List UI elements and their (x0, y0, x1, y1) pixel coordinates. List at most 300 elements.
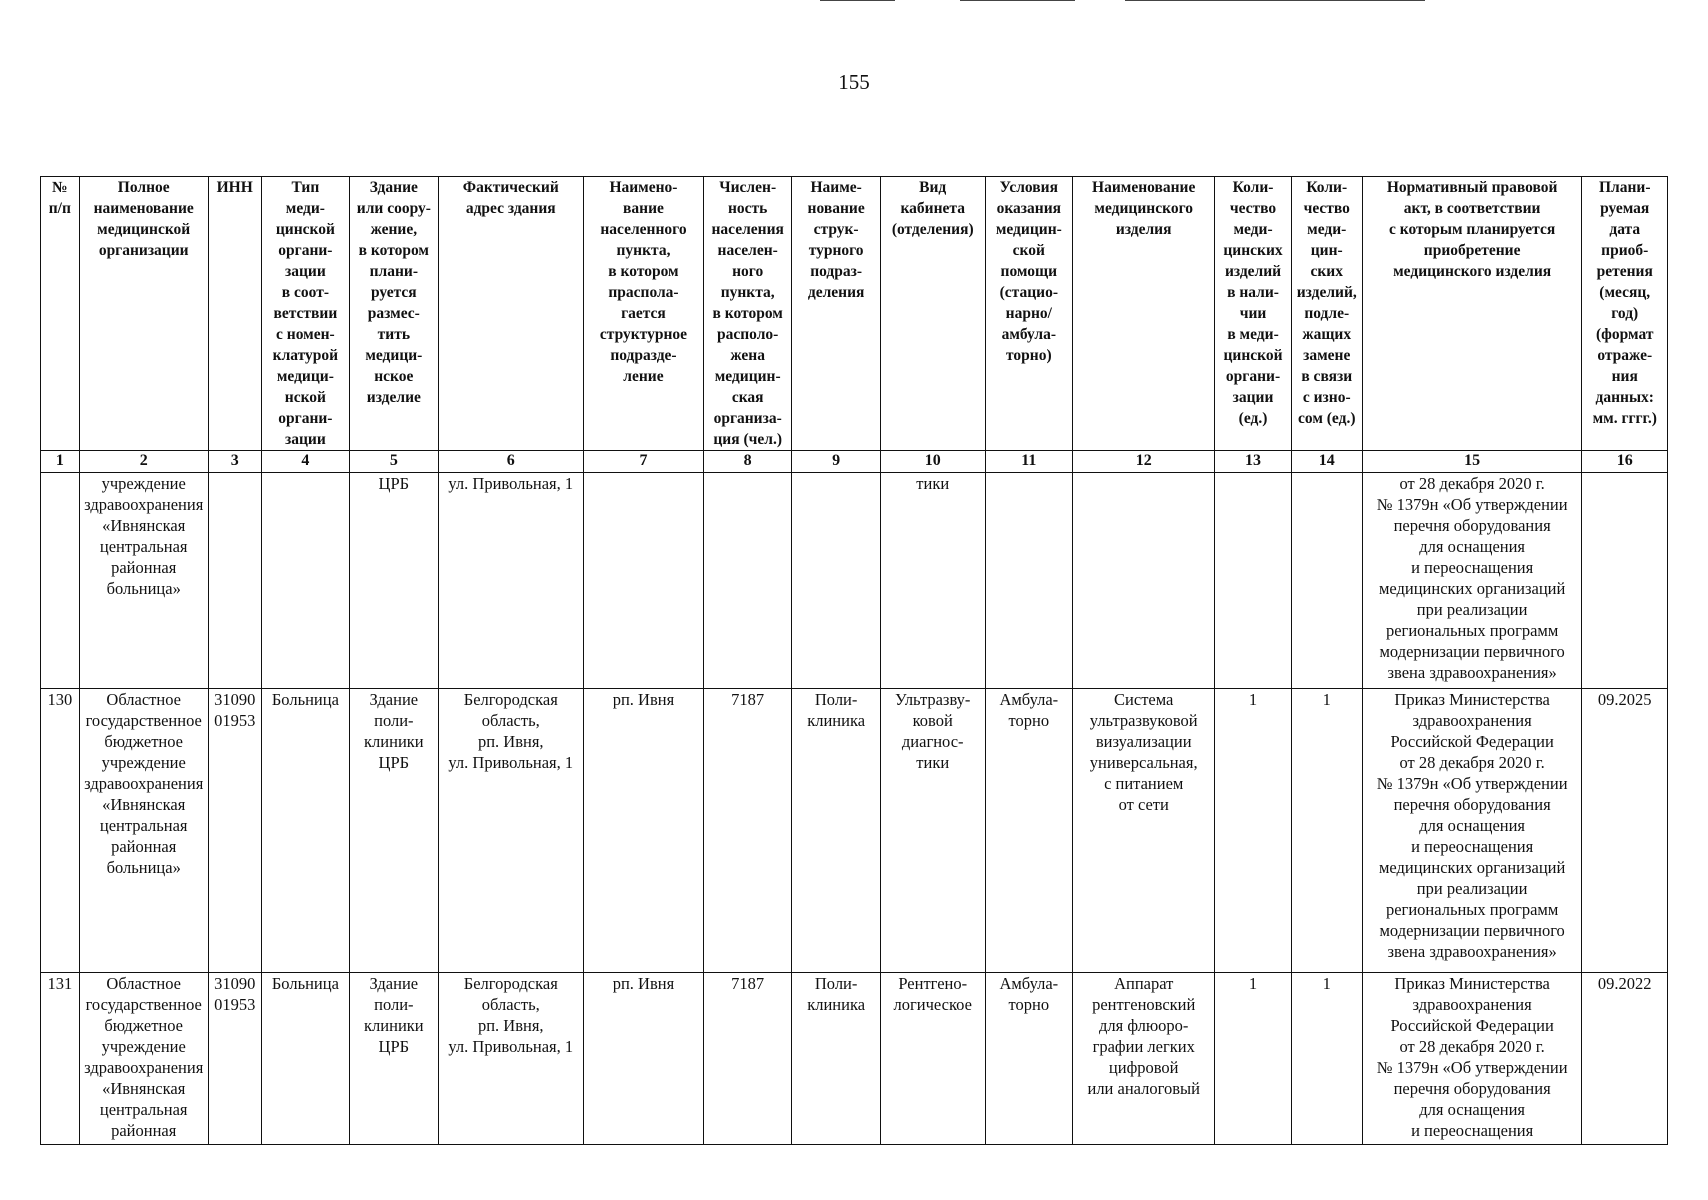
cell-line: структурное (599, 326, 688, 343)
cell-line: турного (808, 242, 864, 259)
cell-line: в соот- (281, 284, 329, 301)
cell-line: данных: (1595, 389, 1654, 406)
cell-line: учреждение (101, 474, 186, 493)
cell-line: область, (481, 995, 540, 1014)
header-subdivision (792, 177, 880, 451)
cell-line: медицинских организаций (1378, 579, 1566, 598)
column-number: 12 (1073, 451, 1215, 473)
cell-line: перечня оборудования (1393, 516, 1551, 535)
cell-line: праспола- (608, 284, 679, 301)
cell-line: диагнос- (901, 732, 964, 751)
cell-line: Условия (999, 179, 1058, 196)
cell-care-conditions (985, 473, 1072, 689)
cell-line: № (52, 179, 68, 196)
cell-line: располо- (717, 326, 779, 343)
header-care-conditions (985, 177, 1072, 451)
page-number: 155 (838, 70, 870, 94)
cell-line: нское (374, 368, 414, 385)
cell-line: чество (1303, 200, 1350, 217)
cell-line: здравоохранения (84, 495, 204, 514)
cell-line: Больница (271, 690, 339, 709)
cell-line: ультразвуковой (1089, 711, 1198, 730)
cell-line: нской (284, 389, 326, 406)
cell-line: изделие (366, 389, 421, 406)
cell-building (350, 473, 438, 689)
equipment-table (40, 176, 1668, 1145)
column-number: 7 (583, 451, 703, 473)
cell-line: цинских (1223, 242, 1283, 259)
cell-line: звена здравоохранения» (1387, 663, 1557, 682)
cell-line: оказания (996, 200, 1062, 217)
cell-line: универсальная, (1089, 753, 1198, 772)
cell-line: Вид (919, 179, 947, 196)
cell-building (350, 689, 438, 973)
cell-org-name (79, 473, 208, 689)
cell-line: Коли- (1306, 179, 1348, 196)
cell-qty-available (1215, 973, 1291, 1145)
cell-line: ул. Привольная, 1 (448, 1037, 574, 1056)
cell-line: медици- (276, 368, 334, 385)
cell-population (703, 689, 791, 973)
top-rule-right (1125, 0, 1425, 1)
cell-line: (отделения) (891, 221, 974, 238)
cell-line: здравоохранения (1412, 711, 1532, 730)
cell-line: Областное (106, 690, 182, 709)
cell-line: здравоохранения (84, 1058, 204, 1077)
cell-line: кабинета (900, 200, 965, 217)
column-number: 8 (703, 451, 791, 473)
cell-line: № 1379н «Об утверждении (1376, 495, 1568, 514)
cell-line: цинской (1223, 347, 1283, 364)
cell-line: рп. Ивня (612, 690, 675, 709)
table-row (41, 689, 1668, 973)
cell-number (41, 473, 80, 689)
cell-line: с изно- (1302, 389, 1351, 406)
cell-line: меди- (1233, 221, 1273, 238)
cell-line: поли- (374, 995, 414, 1014)
cell-line: больница» (106, 858, 181, 877)
column-number: 1 (41, 451, 80, 473)
cell-line: № 1379н «Об утверждении (1376, 774, 1568, 793)
cell-line: ЦРБ (378, 1037, 410, 1056)
cell-line: Наимено- (609, 179, 678, 196)
cell-line: адрес здания (465, 200, 556, 217)
column-number: 3 (208, 451, 261, 473)
cell-line: помощи (1000, 263, 1058, 280)
cell-line: районная (111, 837, 177, 856)
cell-line: клиника (807, 995, 866, 1014)
cell-line: (ед.) (1238, 410, 1268, 427)
cell-device-name (1073, 973, 1215, 1145)
cell-line: гается (621, 305, 666, 322)
header-number (41, 177, 80, 451)
cell-line: медицинского изделия (1393, 263, 1552, 280)
cell-qty-available (1215, 689, 1291, 973)
cell-line: 130 (47, 690, 73, 709)
cell-line: для оснащения (1419, 1100, 1526, 1119)
cell-line: органи- (278, 242, 333, 259)
cell-line: с номен- (276, 326, 335, 343)
cell-care-conditions (985, 689, 1072, 973)
cell-legal-act (1362, 973, 1582, 1145)
cell-settlement (583, 973, 703, 1145)
column-number: 15 (1362, 451, 1582, 473)
cell-line: ция (чел.) (713, 431, 782, 448)
cell-line: или аналоговый (1087, 1079, 1200, 1098)
header-cabinet-type (880, 177, 985, 451)
cell-line: звена здравоохранения» (1387, 942, 1557, 961)
header-legal-act (1362, 177, 1582, 451)
cell-line: от сети (1118, 795, 1169, 814)
cell-population (703, 973, 791, 1145)
cell-org-type (261, 689, 349, 973)
cell-line: ИНН (216, 179, 253, 196)
cell-line: жена (730, 347, 765, 364)
cell-line: нарно/ (1005, 305, 1052, 322)
cell-line: Амбула- (999, 690, 1059, 709)
cell-line: изделий, (1296, 284, 1357, 301)
cell-line: амбула- (1001, 326, 1057, 343)
column-number: 6 (438, 451, 583, 473)
cell-line: зации (284, 263, 326, 280)
cell-number (41, 689, 80, 973)
cell-line: Здание (369, 690, 419, 709)
cell-line: Российской Федерации (1390, 1016, 1554, 1035)
header-address (438, 177, 583, 451)
cell-line: с питанием (1104, 774, 1184, 793)
cell-line: рп. Ивня, (477, 1016, 544, 1035)
cell-line: больница» (106, 579, 181, 598)
cell-line: учреждение (101, 1037, 186, 1056)
cell-line: от 28 декабря 2020 г. (1399, 474, 1545, 493)
cell-line: Поли- (814, 974, 858, 993)
cell-line: Рентгено- (898, 974, 968, 993)
cell-line: Амбула- (999, 974, 1059, 993)
column-number: 13 (1215, 451, 1291, 473)
cell-line: районная (111, 1121, 177, 1140)
cell-line: визуализации (1095, 732, 1192, 751)
cell-line: ская (731, 389, 764, 406)
cell-line: и переоснащения (1411, 837, 1534, 856)
cell-line: 31090 (214, 690, 256, 709)
header-org-type (261, 177, 349, 451)
cell-line: для флюоро- (1098, 1016, 1189, 1035)
cell-line: плани- (369, 263, 419, 280)
column-number: 11 (985, 451, 1072, 473)
cell-line: рп. Ивня (612, 974, 675, 993)
cell-line: Нормативный правовой (1386, 179, 1558, 196)
cell-line: рентгеновский (1092, 995, 1196, 1014)
cell-population (703, 473, 791, 689)
cell-line: в котором (712, 305, 783, 322)
cell-line: модернизации первичного (1379, 921, 1565, 940)
cell-line: центральная (99, 1100, 188, 1119)
cell-cabinet-type (880, 689, 985, 973)
cell-line: районная (111, 558, 177, 577)
header-row (41, 177, 1668, 451)
cell-line: учреждение (101, 753, 186, 772)
cell-address (438, 473, 583, 689)
cell-line: Ультразву- (895, 690, 971, 709)
cell-settlement (583, 473, 703, 689)
cell-line: центральная (99, 816, 188, 835)
cell-line: струк- (813, 221, 859, 238)
cell-line: здравоохранения (1412, 995, 1532, 1014)
cell-line: ность (727, 200, 768, 217)
cell-line: Белгородская (463, 974, 558, 993)
cell-building (350, 973, 438, 1145)
cell-line: от 28 декабря 2020 г. (1399, 753, 1545, 772)
cell-number (41, 973, 80, 1145)
cell-line: клиника (807, 711, 866, 730)
cell-line: торно (1008, 711, 1050, 730)
cell-line: чии (1239, 305, 1267, 322)
cell-qty-replace (1291, 473, 1362, 689)
cell-line: Система (1114, 690, 1174, 709)
cell-line: 1 (1322, 690, 1331, 709)
top-rule-mid (960, 0, 1075, 1)
cell-line: подле- (1304, 305, 1350, 322)
cell-line: пункта, (616, 242, 671, 259)
cell-line: ской (1012, 242, 1045, 259)
cell-line: приоб- (1601, 242, 1649, 259)
cell-line: тики (916, 474, 950, 493)
cell-line: бюджетное (104, 732, 184, 751)
cell-line: изделия (1115, 221, 1172, 238)
cell-line: зации (1232, 389, 1274, 406)
cell-line: руемая (1600, 200, 1650, 217)
cell-line: или соору- (356, 200, 431, 217)
cell-line: медицинских организаций (1378, 858, 1566, 877)
column-number-row (41, 451, 1668, 473)
cell-line: Российской Федерации (1390, 732, 1554, 751)
cell-line: меди- (1307, 221, 1347, 238)
cell-line: нование (807, 200, 865, 217)
column-number: 4 (261, 451, 349, 473)
cell-line: и переоснащения (1411, 1121, 1534, 1140)
cell-address (438, 689, 583, 973)
cell-line: и переоснащения (1411, 558, 1534, 577)
cell-line: региональных программ (1385, 900, 1559, 919)
cell-line: клиники (364, 1016, 424, 1035)
cell-line: Наиме- (810, 179, 862, 196)
cell-line: Наименование (1092, 179, 1196, 196)
cell-line: с которым планируется (1389, 221, 1556, 238)
cell-line: жение, (370, 221, 418, 238)
cell-line: поли- (374, 711, 414, 730)
cell-planned-date (1582, 689, 1668, 973)
cell-line: зации (284, 431, 326, 448)
cell-device-name (1073, 689, 1215, 973)
cell-line: бюджетное (104, 1016, 184, 1035)
top-rule-left (820, 0, 895, 1)
column-number: 14 (1291, 451, 1362, 473)
cell-qty-replace (1291, 973, 1362, 1145)
cell-line: медицинского (1094, 200, 1193, 217)
cell-org-name (79, 973, 208, 1145)
cell-line: 09.2022 (1597, 974, 1652, 993)
cell-line: графии легких (1092, 1037, 1195, 1056)
cell-org-type (261, 973, 349, 1145)
cell-line: отраже- (1597, 347, 1653, 364)
cell-line: мм. гггг.) (1592, 410, 1657, 427)
header-org-name (79, 177, 208, 451)
cell-line: ного (732, 263, 764, 280)
cell-line: размес- (367, 305, 420, 322)
cell-line: региональных программ (1385, 621, 1559, 640)
table-row (41, 473, 1668, 689)
header-qty-replace (1291, 177, 1362, 451)
cell-line: цифровой (1108, 1058, 1179, 1077)
cell-line: Здание (369, 179, 418, 196)
cell-line: Здание (369, 974, 419, 993)
column-number: 10 (880, 451, 985, 473)
cell-line: жащих (1302, 326, 1352, 343)
cell-line: ление (623, 368, 664, 385)
cell-line: 01953 (214, 995, 256, 1014)
cell-inn (208, 973, 261, 1145)
header-building (350, 177, 438, 451)
cell-line: пункта, (720, 284, 775, 301)
cell-line: ЦРБ (378, 753, 410, 772)
cell-planned-date (1582, 973, 1668, 1145)
cell-line: торно (1008, 995, 1050, 1014)
cell-subdivision (792, 973, 880, 1145)
cell-line: здравоохранения (84, 774, 204, 793)
cell-line: центральная (99, 537, 188, 556)
cell-line: 7187 (731, 690, 765, 709)
cell-line: государственное (85, 995, 202, 1014)
cell-qty-available (1215, 473, 1291, 689)
cell-line: при реализации (1416, 879, 1528, 898)
cell-line: в котором (608, 263, 679, 280)
cell-line: населенного (600, 221, 687, 238)
cell-line: при реализации (1416, 600, 1528, 619)
cell-line: приобретение (1423, 242, 1521, 259)
cell-line: модернизации первичного (1379, 642, 1565, 661)
cell-line: медици- (365, 347, 423, 364)
cell-qty-replace (1291, 689, 1362, 973)
cell-line: руется (371, 284, 417, 301)
cell-line: меди- (285, 200, 325, 217)
cell-line: (месяц, (1599, 284, 1651, 301)
cell-line: органи- (1225, 368, 1281, 385)
cell-line: перечня оборудования (1393, 795, 1551, 814)
cell-line: Числен- (719, 179, 777, 196)
cell-line: № 1379н «Об утверждении (1376, 1058, 1568, 1077)
cell-line: ЦРБ (378, 474, 410, 493)
cell-line: ния (1611, 368, 1638, 385)
cell-line: медицин- (714, 368, 781, 385)
cell-line: Поли- (814, 690, 858, 709)
cell-line: населения (711, 221, 784, 238)
cell-line: Тип (291, 179, 320, 196)
cell-line: деления (807, 284, 865, 301)
cell-line: государственное (85, 711, 202, 730)
cell-line: перечня оборудования (1393, 1079, 1551, 1098)
table-row (41, 973, 1668, 1145)
cell-line: цин- (1310, 242, 1343, 259)
header-population (703, 177, 791, 451)
cell-line: область, (481, 711, 540, 730)
cell-line: ретения (1596, 263, 1653, 280)
cell-line: подразде- (610, 347, 677, 364)
cell-line: замене (1303, 347, 1351, 364)
cell-line: Аппарат (1114, 974, 1174, 993)
cell-line: ских (1310, 263, 1343, 280)
column-number: 2 (79, 451, 208, 473)
cell-line: в связи (1301, 368, 1353, 385)
cell-line: наименование (93, 200, 194, 217)
cell-line: от 28 декабря 2020 г. (1399, 1037, 1545, 1056)
cell-line: Коли- (1232, 179, 1274, 196)
cell-address (438, 973, 583, 1145)
cell-line: вание (623, 200, 664, 217)
column-number: 9 (792, 451, 880, 473)
cell-org-type (261, 473, 349, 689)
cell-line: логическое (893, 995, 972, 1014)
cell-line: «Ивнянская (102, 516, 186, 535)
cell-line: цинской (275, 221, 335, 238)
cell-line: медицинской (97, 221, 191, 238)
cell-line: торно) (1006, 347, 1052, 364)
cell-subdivision (792, 689, 880, 973)
cell-line: Фактический (462, 179, 559, 196)
cell-line: чество (1229, 200, 1277, 217)
cell-line: ковой (912, 711, 953, 730)
cell-line: дата (1609, 221, 1641, 238)
cell-line: ул. Привольная, 1 (448, 474, 574, 493)
cell-line: 1 (1248, 974, 1258, 993)
cell-line: Белгородская (463, 690, 558, 709)
cell-line: 1 (1248, 690, 1258, 709)
cell-legal-act (1362, 689, 1582, 973)
cell-line: клиники (364, 732, 424, 751)
cell-line: Приказ Министерства (1394, 974, 1550, 993)
cell-line: клатурой (272, 347, 339, 364)
cell-line: Областное (106, 974, 182, 993)
cell-line: тики (916, 753, 950, 772)
header-inn (208, 177, 261, 451)
cell-settlement (583, 689, 703, 973)
cell-line: 01953 (214, 711, 256, 730)
cell-line: 7187 (731, 974, 765, 993)
cell-line: 1 (1322, 974, 1331, 993)
cell-device-name (1073, 473, 1215, 689)
cell-care-conditions (985, 973, 1072, 1145)
cell-line: населен- (717, 242, 778, 259)
cell-line: подраз- (810, 263, 863, 280)
cell-inn (208, 689, 261, 973)
cell-line: акт, в соответствии (1403, 200, 1541, 217)
cell-line: «Ивнянская (102, 1079, 186, 1098)
cell-cabinet-type (880, 473, 985, 689)
header-qty-available (1215, 177, 1291, 451)
cell-line: для оснащения (1419, 537, 1526, 556)
cell-line: для оснащения (1419, 816, 1526, 835)
header-device-name (1073, 177, 1215, 451)
column-number: 5 (350, 451, 438, 473)
cell-line: в нали- (1227, 284, 1279, 301)
cell-line: 09.2025 (1597, 690, 1652, 709)
cell-line: год) (1611, 305, 1639, 322)
cell-subdivision (792, 473, 880, 689)
table-body (41, 473, 1668, 1145)
cell-line: 131 (47, 974, 73, 993)
cell-line: в меди- (1227, 326, 1279, 343)
column-number: 16 (1582, 451, 1668, 473)
cell-line: Больница (271, 974, 339, 993)
